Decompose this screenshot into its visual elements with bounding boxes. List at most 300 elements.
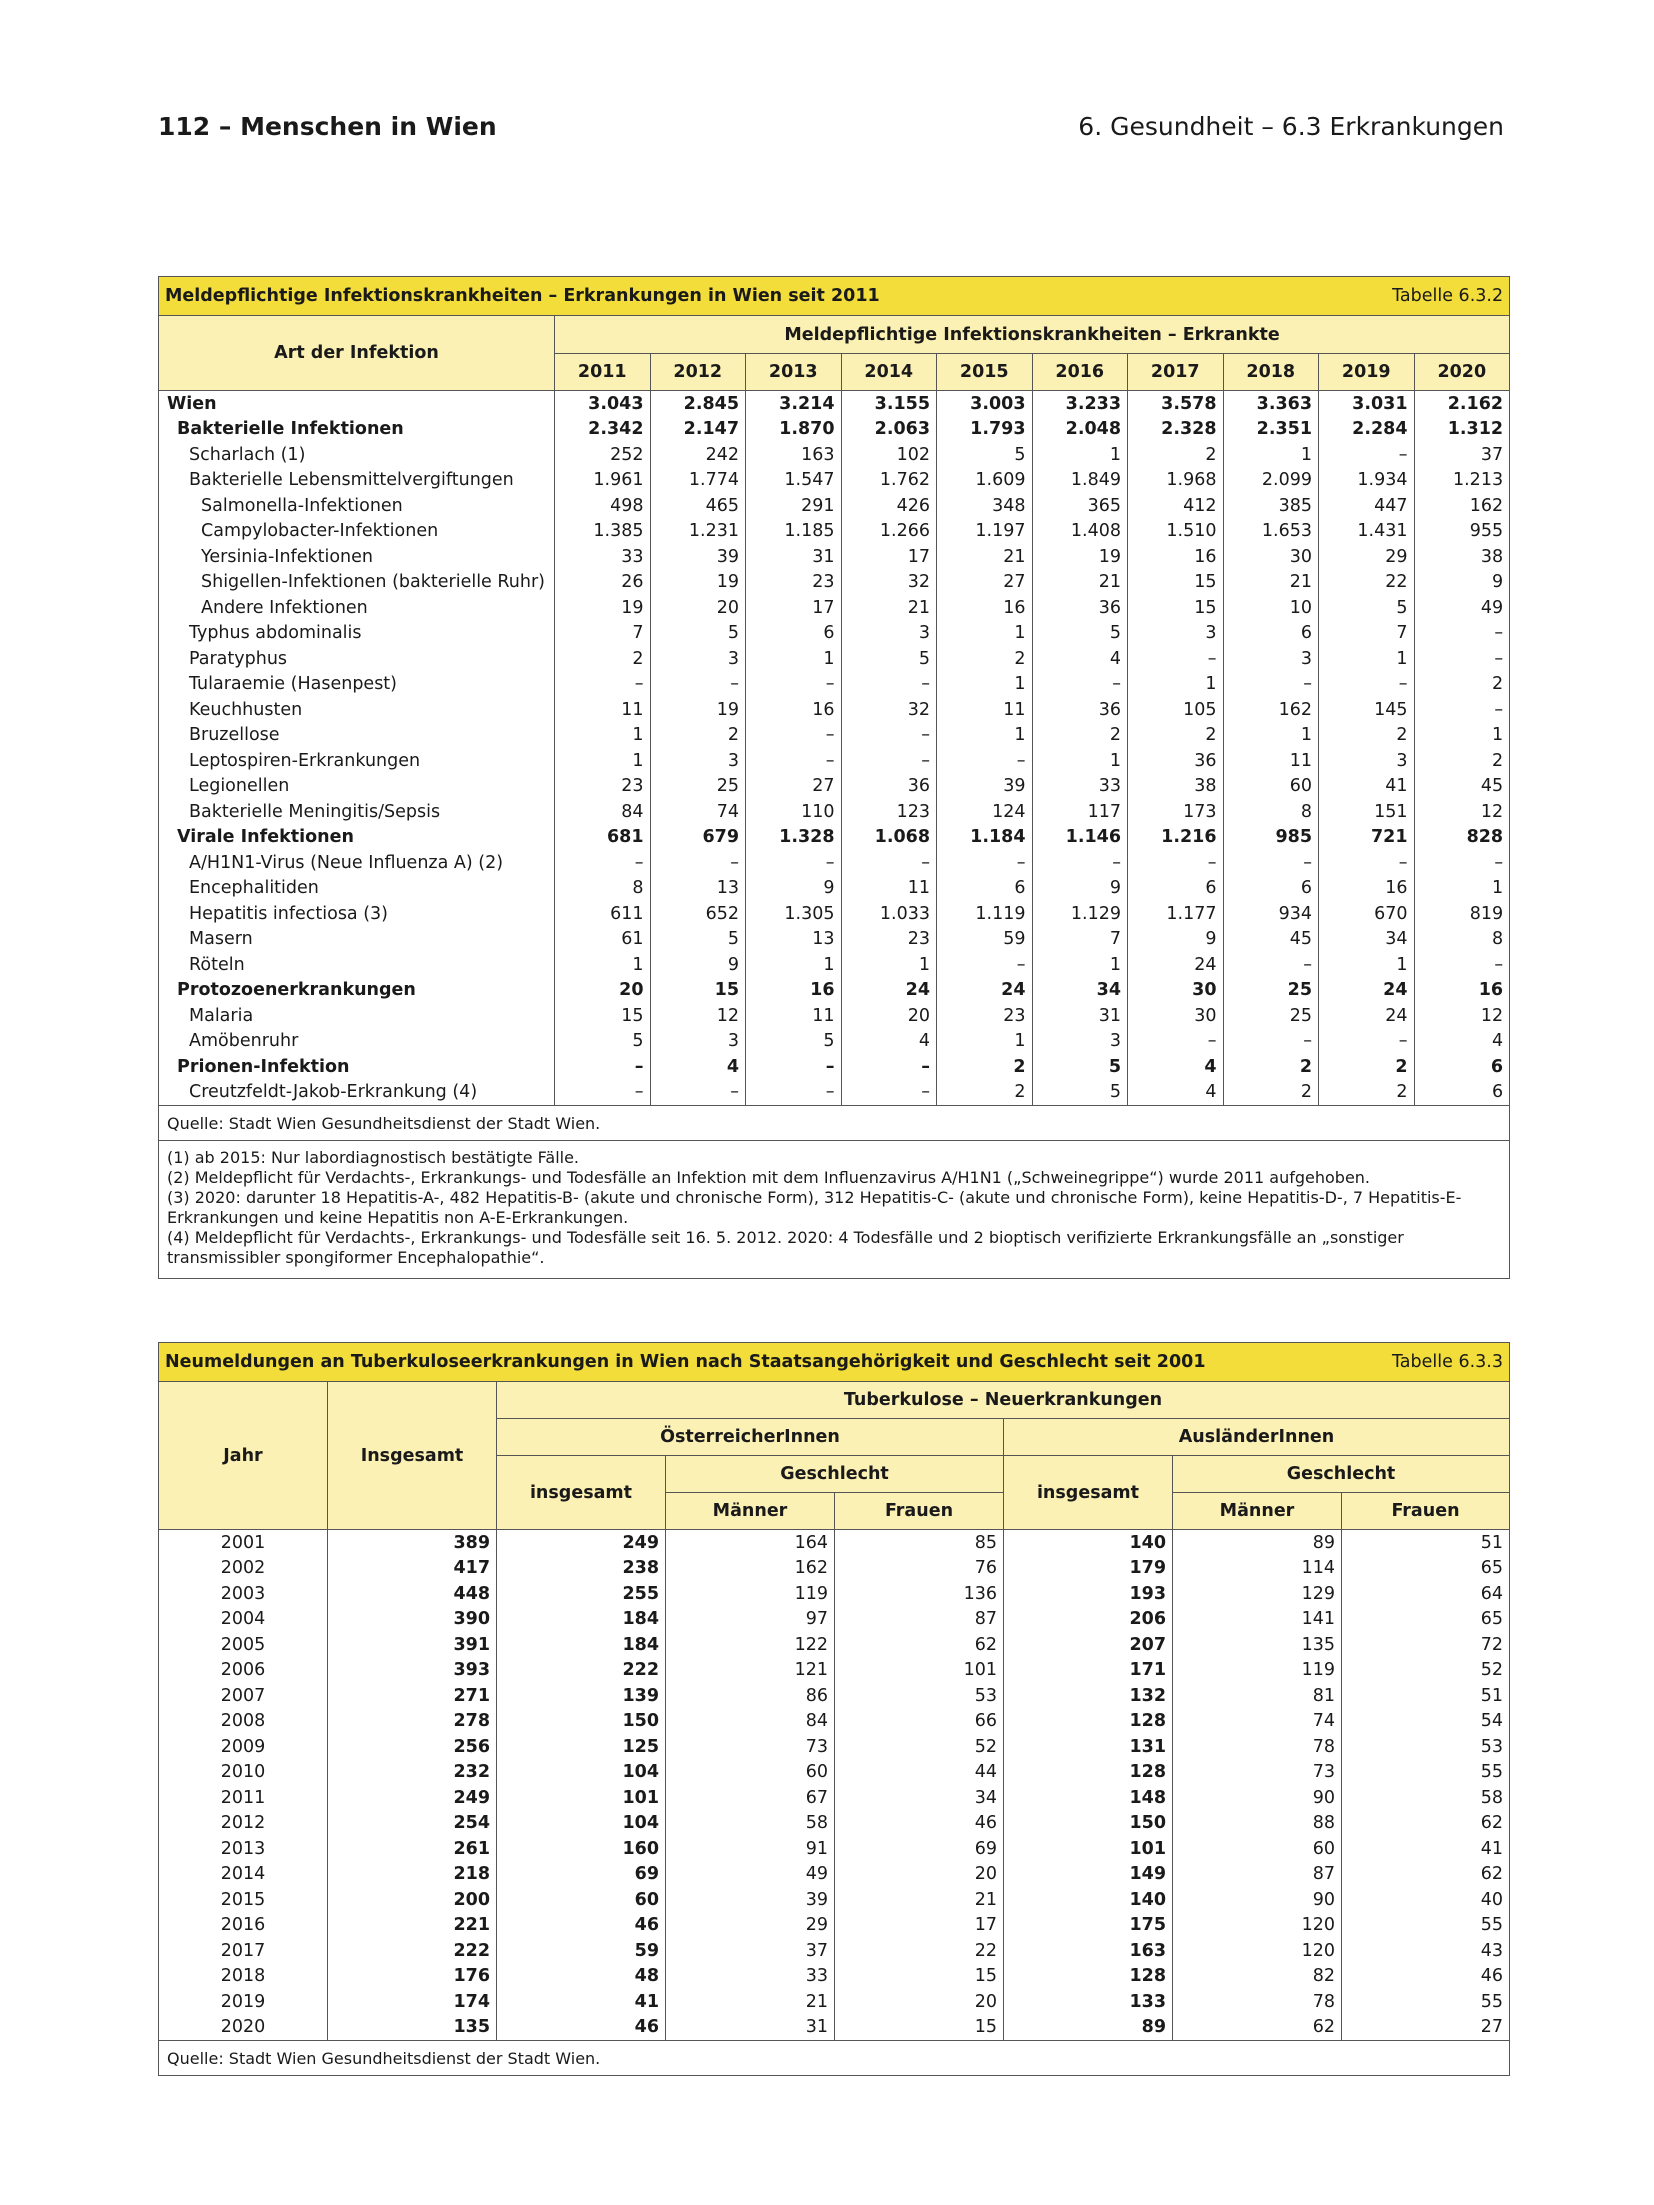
year-cell: 2001 bbox=[159, 1530, 328, 1556]
value-cell: – bbox=[1414, 646, 1510, 672]
footnote: (2) Meldepflicht für Verdachts-, Erkrankungs- und Todesfälle an Infektion mit dem Influenzavirus A/H1N1 („Schweinegrippe“) wurde 2011 aufgehoben. bbox=[167, 1168, 1371, 1187]
value-cell: 1 bbox=[555, 952, 651, 978]
value-cell: 221 bbox=[328, 1913, 497, 1939]
year-cell: 2012 bbox=[159, 1811, 328, 1837]
value-cell: 73 bbox=[666, 1734, 835, 1760]
table-row bbox=[159, 799, 1510, 825]
infection-table bbox=[158, 276, 1510, 1279]
value-cell: 242 bbox=[650, 442, 746, 468]
value-cell: 124 bbox=[937, 799, 1033, 825]
value-cell: 37 bbox=[1414, 442, 1510, 468]
value-cell: 9 bbox=[650, 952, 746, 978]
value-cell: 119 bbox=[666, 1581, 835, 1607]
value-cell: 16 bbox=[746, 978, 842, 1004]
value-cell: 19 bbox=[650, 570, 746, 596]
value-cell: 24 bbox=[1319, 978, 1415, 1004]
year-header: 2015 bbox=[937, 354, 1033, 391]
value-cell: 59 bbox=[937, 927, 1033, 953]
table-row bbox=[159, 978, 1510, 1004]
value-cell: 32 bbox=[841, 570, 937, 596]
value-cell: – bbox=[1319, 442, 1415, 468]
year-cell: 2014 bbox=[159, 1862, 328, 1888]
value-cell: 23 bbox=[555, 774, 651, 800]
value-cell: 5 bbox=[746, 1029, 842, 1055]
value-cell: 60 bbox=[1173, 1836, 1342, 1862]
value-cell: 828 bbox=[1414, 825, 1510, 851]
value-cell: 29 bbox=[1319, 544, 1415, 570]
value-cell: 174 bbox=[328, 1989, 497, 2015]
value-cell: 16 bbox=[746, 697, 842, 723]
value-cell: – bbox=[1032, 850, 1128, 876]
table-row bbox=[159, 544, 1510, 570]
table-row bbox=[159, 493, 1510, 519]
value-cell: 60 bbox=[497, 1887, 666, 1913]
value-cell: 74 bbox=[1173, 1709, 1342, 1735]
value-cell: 101 bbox=[1004, 1836, 1173, 1862]
year-cell: 2003 bbox=[159, 1581, 328, 1607]
table-row bbox=[159, 1658, 1510, 1684]
value-cell: 25 bbox=[1223, 978, 1319, 1004]
value-cell: 12 bbox=[650, 1003, 746, 1029]
value-cell: 1 bbox=[555, 723, 651, 749]
year-cell: 2006 bbox=[159, 1658, 328, 1684]
value-cell: 31 bbox=[746, 544, 842, 570]
value-cell: 1.774 bbox=[650, 468, 746, 494]
value-cell: 61 bbox=[555, 927, 651, 953]
value-cell: 5 bbox=[650, 621, 746, 647]
value-cell: 3.155 bbox=[841, 391, 937, 417]
year-cell: 2019 bbox=[159, 1989, 328, 2015]
value-cell: 21 bbox=[1223, 570, 1319, 596]
table-row bbox=[159, 417, 1510, 443]
value-cell: 104 bbox=[497, 1811, 666, 1837]
value-cell: 1.653 bbox=[1223, 519, 1319, 545]
value-cell: 261 bbox=[328, 1836, 497, 1862]
value-cell: 135 bbox=[328, 2015, 497, 2041]
table-row bbox=[159, 1938, 1510, 1964]
value-cell: 101 bbox=[497, 1785, 666, 1811]
value-cell: – bbox=[841, 723, 937, 749]
value-cell: 69 bbox=[497, 1862, 666, 1888]
value-cell: 6 bbox=[1414, 1054, 1510, 1080]
value-cell: 37 bbox=[666, 1938, 835, 1964]
value-cell: 393 bbox=[328, 1658, 497, 1684]
value-cell: 652 bbox=[650, 901, 746, 927]
value-cell: 1.431 bbox=[1319, 519, 1415, 545]
value-cell: 6 bbox=[1414, 1080, 1510, 1106]
value-cell: – bbox=[555, 850, 651, 876]
value-cell: 20 bbox=[835, 1989, 1004, 2015]
year-header: 2017 bbox=[1128, 354, 1224, 391]
value-cell: 20 bbox=[555, 978, 651, 1004]
table-title: Neumeldungen an Tuberkuloseerkrankungen in Wien nach Staatsangehörigkeit und Geschlecht seit 2001 bbox=[165, 1352, 1206, 1372]
row-label: Bruzellose bbox=[159, 723, 555, 749]
value-cell: 17 bbox=[841, 544, 937, 570]
value-cell: 3.233 bbox=[1032, 391, 1128, 417]
value-cell: 498 bbox=[555, 493, 651, 519]
value-cell: 110 bbox=[746, 799, 842, 825]
value-cell: 11 bbox=[1223, 748, 1319, 774]
value-cell: 11 bbox=[841, 876, 937, 902]
value-cell: 140 bbox=[1004, 1530, 1173, 1556]
table-row bbox=[159, 774, 1510, 800]
value-cell: – bbox=[841, 850, 937, 876]
value-cell: 15 bbox=[835, 2015, 1004, 2041]
value-cell: 218 bbox=[328, 1862, 497, 1888]
value-cell: 2 bbox=[937, 1054, 1033, 1080]
row-label: Masern bbox=[159, 927, 555, 953]
value-cell: 1.146 bbox=[1032, 825, 1128, 851]
value-cell: 2 bbox=[1319, 1054, 1415, 1080]
value-cell: 12 bbox=[1414, 1003, 1510, 1029]
value-cell: 8 bbox=[1223, 799, 1319, 825]
header-ausl-insgesamt: insgesamt bbox=[1004, 1456, 1173, 1530]
value-cell: 91 bbox=[666, 1836, 835, 1862]
value-cell: 16 bbox=[1128, 544, 1224, 570]
table-row bbox=[159, 697, 1510, 723]
value-cell: 62 bbox=[835, 1632, 1004, 1658]
value-cell: 2.284 bbox=[1319, 417, 1415, 443]
value-cell: 45 bbox=[1414, 774, 1510, 800]
value-cell: 222 bbox=[328, 1938, 497, 1964]
row-label: Prionen-Infektion bbox=[159, 1054, 555, 1080]
value-cell: 1.934 bbox=[1319, 468, 1415, 494]
value-cell: 1 bbox=[1223, 442, 1319, 468]
value-cell: 15 bbox=[650, 978, 746, 1004]
value-cell: 721 bbox=[1319, 825, 1415, 851]
table-row bbox=[159, 595, 1510, 621]
value-cell: 141 bbox=[1173, 1607, 1342, 1633]
value-cell: 23 bbox=[746, 570, 842, 596]
value-cell: 84 bbox=[555, 799, 651, 825]
value-cell: 13 bbox=[650, 876, 746, 902]
value-cell: 3.031 bbox=[1319, 391, 1415, 417]
value-cell: 249 bbox=[328, 1785, 497, 1811]
value-cell: 1.184 bbox=[937, 825, 1033, 851]
value-cell: 39 bbox=[650, 544, 746, 570]
value-cell: 34 bbox=[835, 1785, 1004, 1811]
value-cell: – bbox=[841, 672, 937, 698]
value-cell: 3.003 bbox=[937, 391, 1033, 417]
value-cell: 41 bbox=[1342, 1836, 1510, 1862]
value-cell: 278 bbox=[328, 1709, 497, 1735]
table-row bbox=[159, 850, 1510, 876]
value-cell: 2.845 bbox=[650, 391, 746, 417]
value-cell: 48 bbox=[497, 1964, 666, 1990]
value-cell: 2 bbox=[1223, 1080, 1319, 1106]
row-label: Scharlach (1) bbox=[159, 442, 555, 468]
value-cell: 1 bbox=[937, 1029, 1033, 1055]
value-cell: 365 bbox=[1032, 493, 1128, 519]
value-cell: 391 bbox=[328, 1632, 497, 1658]
value-cell: – bbox=[1128, 850, 1224, 876]
row-label: Andere Infektionen bbox=[159, 595, 555, 621]
value-cell: 184 bbox=[497, 1607, 666, 1633]
value-cell: 44 bbox=[835, 1760, 1004, 1786]
value-cell: 176 bbox=[328, 1964, 497, 1990]
row-label: Hepatitis infectiosa (3) bbox=[159, 901, 555, 927]
value-cell: 6 bbox=[1128, 876, 1224, 902]
value-cell: 3 bbox=[1319, 748, 1415, 774]
value-cell: 132 bbox=[1004, 1683, 1173, 1709]
value-cell: – bbox=[841, 1080, 937, 1106]
value-cell: 84 bbox=[666, 1709, 835, 1735]
value-cell: 39 bbox=[937, 774, 1033, 800]
value-cell: – bbox=[555, 672, 651, 698]
value-cell: 105 bbox=[1128, 697, 1224, 723]
value-cell: 1.177 bbox=[1128, 901, 1224, 927]
row-label: Protozoenerkrankungen bbox=[159, 978, 555, 1004]
value-cell: 1.305 bbox=[746, 901, 842, 927]
value-cell: 82 bbox=[1173, 1964, 1342, 1990]
value-cell: 1.328 bbox=[746, 825, 842, 851]
value-cell: 5 bbox=[841, 646, 937, 672]
value-cell: 38 bbox=[1128, 774, 1224, 800]
table-title-bar bbox=[159, 277, 1510, 316]
value-cell: 5 bbox=[1032, 1054, 1128, 1080]
value-cell: 1 bbox=[746, 646, 842, 672]
value-cell: 30 bbox=[1223, 544, 1319, 570]
value-cell: 955 bbox=[1414, 519, 1510, 545]
value-cell: 23 bbox=[841, 927, 937, 953]
value-cell: 2 bbox=[1128, 442, 1224, 468]
row-label: Salmonella-Infektionen bbox=[159, 493, 555, 519]
value-cell: 36 bbox=[841, 774, 937, 800]
value-cell: 123 bbox=[841, 799, 937, 825]
value-cell: 19 bbox=[650, 697, 746, 723]
value-cell: 670 bbox=[1319, 901, 1415, 927]
year-cell: 2017 bbox=[159, 1938, 328, 1964]
value-cell: 256 bbox=[328, 1734, 497, 1760]
value-cell: 1 bbox=[937, 621, 1033, 647]
table-row bbox=[159, 748, 1510, 774]
value-cell: 7 bbox=[555, 621, 651, 647]
value-cell: 3 bbox=[1032, 1029, 1128, 1055]
row-label: Encephalitiden bbox=[159, 876, 555, 902]
value-cell: 41 bbox=[497, 1989, 666, 2015]
year-cell: 2009 bbox=[159, 1734, 328, 1760]
value-cell: 390 bbox=[328, 1607, 497, 1633]
value-cell: 38 bbox=[1414, 544, 1510, 570]
value-cell: 102 bbox=[841, 442, 937, 468]
value-cell: 348 bbox=[937, 493, 1033, 519]
value-cell: 819 bbox=[1414, 901, 1510, 927]
value-cell: 9 bbox=[1032, 876, 1128, 902]
table-row bbox=[159, 621, 1510, 647]
value-cell: 41 bbox=[1319, 774, 1415, 800]
value-cell: 1.385 bbox=[555, 519, 651, 545]
value-cell: 43 bbox=[1342, 1938, 1510, 1964]
col-header-art: Art der Infektion bbox=[159, 316, 555, 391]
value-cell: 2.099 bbox=[1223, 468, 1319, 494]
value-cell: 1.793 bbox=[937, 417, 1033, 443]
value-cell: 34 bbox=[1032, 978, 1128, 1004]
value-cell: 1 bbox=[1032, 748, 1128, 774]
value-cell: – bbox=[1128, 1029, 1224, 1055]
value-cell: 6 bbox=[746, 621, 842, 647]
value-cell: 67 bbox=[666, 1785, 835, 1811]
table-number: Tabelle 6.3.2 bbox=[1392, 286, 1504, 306]
value-cell: 179 bbox=[1004, 1556, 1173, 1582]
value-cell: 1.762 bbox=[841, 468, 937, 494]
value-cell: – bbox=[650, 672, 746, 698]
value-cell: 4 bbox=[1032, 646, 1128, 672]
value-cell: 66 bbox=[835, 1709, 1004, 1735]
table-title: Meldepflichtige Infektionskrankheiten – Erkrankungen in Wien seit 2011 bbox=[165, 286, 880, 306]
table-row bbox=[159, 672, 1510, 698]
row-label: Virale Infektionen bbox=[159, 825, 555, 851]
value-cell: 1 bbox=[937, 723, 1033, 749]
value-cell: – bbox=[1032, 672, 1128, 698]
value-cell: 33 bbox=[1032, 774, 1128, 800]
value-cell: – bbox=[1128, 646, 1224, 672]
value-cell: 17 bbox=[835, 1913, 1004, 1939]
value-cell: 59 bbox=[497, 1938, 666, 1964]
year-cell: 2016 bbox=[159, 1913, 328, 1939]
value-cell: – bbox=[555, 1080, 651, 1106]
table-row bbox=[159, 927, 1510, 953]
year-cell: 2004 bbox=[159, 1607, 328, 1633]
value-cell: 139 bbox=[497, 1683, 666, 1709]
value-cell: 9 bbox=[746, 876, 842, 902]
value-cell: 1.231 bbox=[650, 519, 746, 545]
table-row bbox=[159, 1632, 1510, 1658]
value-cell: 271 bbox=[328, 1683, 497, 1709]
footnote: (3) 2020: darunter 18 Hepatitis-A-, 482 Hepatitis-B- (akute und chronische Form), 312 Hepatitis-C- (akute und chronische Form), keine Hepatitis-D-, 7 Hepatitis-E-Erkrankungen und keine Hepatitis non A-E-Erkrankungen. bbox=[167, 1188, 1462, 1227]
row-label: Yersinia-Infektionen bbox=[159, 544, 555, 570]
table-row bbox=[159, 723, 1510, 749]
table-row bbox=[159, 391, 1510, 417]
table-row bbox=[159, 1913, 1510, 1939]
value-cell: – bbox=[937, 952, 1033, 978]
value-cell: 6 bbox=[937, 876, 1033, 902]
value-cell: 20 bbox=[650, 595, 746, 621]
row-label: Malaria bbox=[159, 1003, 555, 1029]
value-cell: 291 bbox=[746, 493, 842, 519]
value-cell: 3 bbox=[650, 748, 746, 774]
value-cell: 22 bbox=[835, 1938, 1004, 1964]
year-cell: 2005 bbox=[159, 1632, 328, 1658]
value-cell: – bbox=[746, 748, 842, 774]
value-cell: 60 bbox=[1223, 774, 1319, 800]
value-cell: 1.312 bbox=[1414, 417, 1510, 443]
value-cell: 27 bbox=[746, 774, 842, 800]
value-cell: 1.068 bbox=[841, 825, 937, 851]
value-cell: 8 bbox=[1414, 927, 1510, 953]
value-cell: 4 bbox=[650, 1054, 746, 1080]
value-cell: 679 bbox=[650, 825, 746, 851]
value-cell: 33 bbox=[555, 544, 651, 570]
value-cell: – bbox=[1223, 850, 1319, 876]
header-ausl-geschlecht: Geschlecht bbox=[1173, 1456, 1510, 1493]
table-row bbox=[159, 1760, 1510, 1786]
value-cell: 53 bbox=[1342, 1734, 1510, 1760]
value-cell: 30 bbox=[1128, 978, 1224, 1004]
value-cell: 81 bbox=[1173, 1683, 1342, 1709]
col-header-insgesamt: Insgesamt bbox=[328, 1382, 497, 1530]
value-cell: 1 bbox=[1319, 952, 1415, 978]
value-cell: 1 bbox=[1223, 723, 1319, 749]
value-cell: 1 bbox=[1032, 952, 1128, 978]
value-cell: 21 bbox=[835, 1887, 1004, 1913]
value-cell: 13 bbox=[746, 927, 842, 953]
value-cell: 29 bbox=[666, 1913, 835, 1939]
table-row bbox=[159, 1989, 1510, 2015]
table-row bbox=[159, 876, 1510, 902]
value-cell: 985 bbox=[1223, 825, 1319, 851]
value-cell: 89 bbox=[1004, 2015, 1173, 2041]
value-cell: 162 bbox=[666, 1556, 835, 1582]
value-cell: 163 bbox=[746, 442, 842, 468]
value-cell: 1.119 bbox=[937, 901, 1033, 927]
value-cell: 30 bbox=[1128, 1003, 1224, 1029]
value-cell: 15 bbox=[1128, 570, 1224, 596]
value-cell: 1.870 bbox=[746, 417, 842, 443]
year-header: 2013 bbox=[746, 354, 842, 391]
value-cell: 5 bbox=[650, 927, 746, 953]
value-cell: 2.048 bbox=[1032, 417, 1128, 443]
source-note: Quelle: Stadt Wien Gesundheitsdienst der Stadt Wien. bbox=[159, 1106, 1510, 1141]
value-cell: 11 bbox=[937, 697, 1033, 723]
value-cell: 426 bbox=[841, 493, 937, 519]
header-oest-maenner: Männer bbox=[666, 1493, 835, 1530]
year-cell: 2002 bbox=[159, 1556, 328, 1582]
value-cell: – bbox=[937, 850, 1033, 876]
value-cell: 114 bbox=[1173, 1556, 1342, 1582]
value-cell: 1.961 bbox=[555, 468, 651, 494]
value-cell: 51 bbox=[1342, 1683, 1510, 1709]
row-label: Typhus abdominalis bbox=[159, 621, 555, 647]
value-cell: 39 bbox=[666, 1887, 835, 1913]
value-cell: 12 bbox=[1414, 799, 1510, 825]
header-oest-geschlecht: Geschlecht bbox=[666, 1456, 1004, 1493]
value-cell: 9 bbox=[1414, 570, 1510, 596]
value-cell: 131 bbox=[1004, 1734, 1173, 1760]
value-cell: 184 bbox=[497, 1632, 666, 1658]
value-cell: 87 bbox=[1173, 1862, 1342, 1888]
value-cell: 4 bbox=[1128, 1054, 1224, 1080]
tuberculosis-table bbox=[158, 1342, 1510, 2076]
value-cell: 3.214 bbox=[746, 391, 842, 417]
value-cell: 254 bbox=[328, 1811, 497, 1837]
value-cell: 20 bbox=[835, 1862, 1004, 1888]
table-row bbox=[159, 1607, 1510, 1633]
value-cell: 3.043 bbox=[555, 391, 651, 417]
group-header: Tuberkulose – Neuerkrankungen bbox=[497, 1382, 1510, 1419]
value-cell: 162 bbox=[1414, 493, 1510, 519]
value-cell: – bbox=[1223, 1029, 1319, 1055]
value-cell: – bbox=[1414, 850, 1510, 876]
value-cell: 173 bbox=[1128, 799, 1224, 825]
value-cell: 2.328 bbox=[1128, 417, 1224, 443]
year-cell: 2020 bbox=[159, 2015, 328, 2041]
value-cell: 136 bbox=[835, 1581, 1004, 1607]
value-cell: 160 bbox=[497, 1836, 666, 1862]
value-cell: 1.609 bbox=[937, 468, 1033, 494]
year-cell: 2018 bbox=[159, 1964, 328, 1990]
value-cell: 4 bbox=[841, 1029, 937, 1055]
value-cell: 46 bbox=[497, 2015, 666, 2041]
value-cell: 78 bbox=[1173, 1734, 1342, 1760]
value-cell: 412 bbox=[1128, 493, 1224, 519]
value-cell: 17 bbox=[746, 595, 842, 621]
value-cell: 60 bbox=[666, 1760, 835, 1786]
row-label: Tularaemie (Hasenpest) bbox=[159, 672, 555, 698]
value-cell: 3 bbox=[650, 646, 746, 672]
value-cell: 249 bbox=[497, 1530, 666, 1556]
value-cell: 49 bbox=[666, 1862, 835, 1888]
footnote: (1) ab 2015: Nur labordiagnostisch bestätigte Fälle. bbox=[167, 1148, 580, 1167]
